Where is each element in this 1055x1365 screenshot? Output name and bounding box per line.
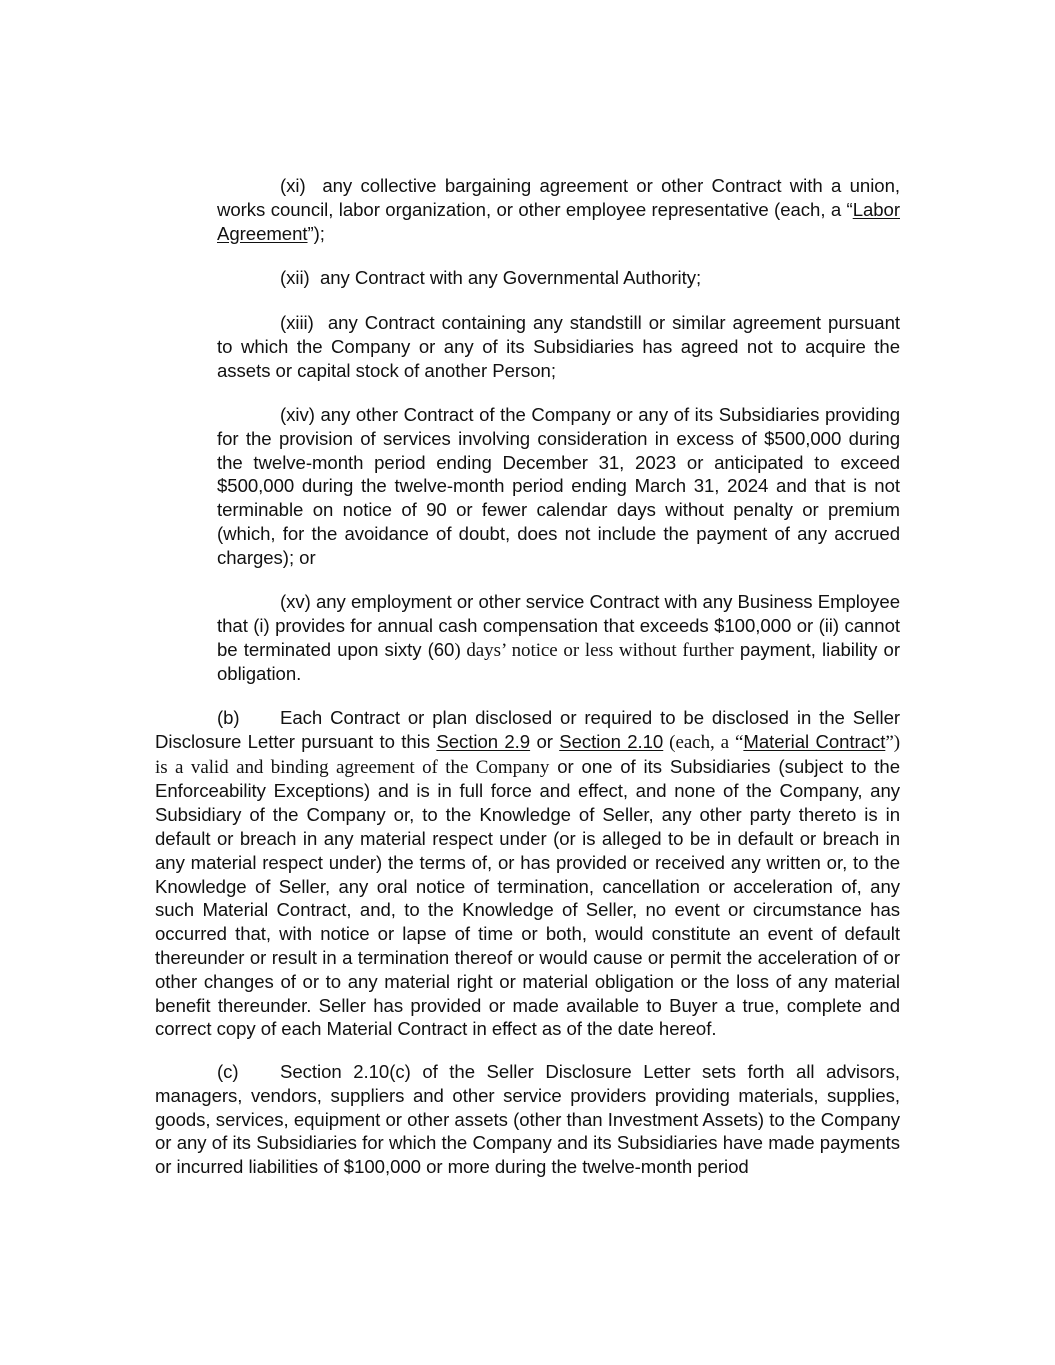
defined-term: Labor Agreement [217, 198, 900, 244]
defined-term: Material Contract [743, 730, 886, 752]
clause-xv [217, 590, 900, 686]
paragraph-text: or one of its Subsidiaries (subject to the Enforceability Exceptions) and is in full force and effect, and none of the Company, any Subsidiary of the Company or, to the Knowledge of Seller, any other party thereto is in default or breach in any material respect under (or is alleged to be in default or breach in any material respect under) the terms of, or has provided or received any written or, to the Knowledge of Seller, any oral notice of termination, cancellation or acceleration of, any such Material Contract, and, to the Knowledge of Seller, no event or circumstance has occurred that, with notice or lapse of time or both, would constitute an event of default thereunder or result in a termination thereof or would cause or permit the acceleration of or other changes of or to any material right or material obligation or the loss of any material benefit thereunder. Seller has provided or made available to Buyer a true, complete and correct copy of each Material Contract in effect as of the date hereof. [155, 755, 900, 1040]
paragraph-number: (b) [217, 707, 240, 728]
clause-text: any collective bargaining agreement or other Contract with a union, works council, labor organization, or other employee representative (each, a “ [217, 175, 900, 220]
paragraph-c [155, 1060, 900, 1179]
clause-text: payment, liability or obligation. [217, 638, 900, 685]
clause-text: any Contract containing any standstill or similar agreement pursuant to which the Company or any of its Subsidiaries has agreed not to acquire the assets or capital stock of another Person; [217, 312, 900, 381]
clause-number: (xii) [280, 267, 310, 288]
clause-text: ”); [307, 222, 325, 244]
clause-text: any Contract with any Governmental Authority; [319, 267, 702, 288]
clause-xiv [217, 403, 900, 570]
clause-xiii [217, 311, 900, 382]
clause-number: (xiv) [280, 404, 315, 425]
clause-xi [217, 174, 900, 245]
paragraph-text: Each Contract or plan disclosed or required to be disclosed in the Seller Disclosure Letter pursuant to this [155, 707, 900, 752]
paragraph-text: Section 2.10(c) of the Seller Disclosure Letter sets forth all advisors, managers, vendors, suppliers and other service providers providing materials, supplies, goods, services, equipment or other assets (other than Investment Assets) to the Company or any of its Subsidiaries for which the Company and its Subsidiaries have made payments or incurred liabilities of $100,000 or more during the twelve-month period [155, 1061, 900, 1178]
paragraph-text: or [530, 730, 560, 752]
clause-text: any other Contract of the Company or any of its Subsidiaries providing for the provision of services involving consideration in excess of $500,000 during the twelve-month period ending December 31, 2023 or anticipated to exceed $500,000 during the twelve-month period ending March 31, 2024 and that is not terminable on notice of 90 or fewer calendar days without penalty or premium (which, for the avoidance of doubt, does not include the payment of any accrued charges); or [217, 404, 900, 568]
clause-number: (xv) [280, 591, 311, 612]
clause-number: (xiii) [280, 312, 314, 333]
paragraph-text-serif: ”) is a valid and binding agreement of the Company [155, 731, 900, 778]
paragraph-number: (c) [217, 1061, 239, 1082]
clause-text: any employment or other service Contract with any Business Employee that (i) provides for annual cash compensation that exceeds $100,000 or (ii) cannot be terminated upon sixty (60 [217, 591, 900, 660]
clause-xii [217, 266, 900, 290]
clause-number: (xi) [280, 175, 306, 196]
section-reference: Section 2.10 [559, 730, 664, 752]
paragraph-text-serif: (each, a “ [663, 731, 744, 753]
paragraph-b [155, 706, 900, 1041]
section-reference: Section 2.9 [436, 730, 531, 752]
clause-text-serif: ) days’ notice or less without further [454, 639, 734, 661]
